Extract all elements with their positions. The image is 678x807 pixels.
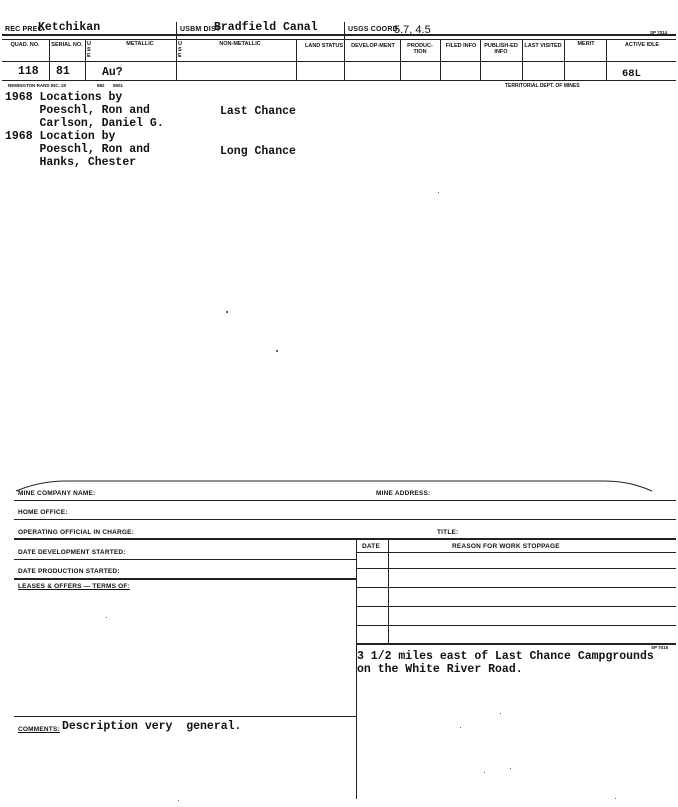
col-production: PRODUC-TION (407, 43, 433, 55)
location-2-line-1: 1968 Location by (5, 130, 116, 143)
rec-prec-label: REC PREC. (5, 26, 45, 33)
location-note-line-2: on the White River Road. (357, 663, 523, 676)
col-div (85, 39, 86, 80)
date-dev-started-label: DATE DEVELOPMENT STARTED: (18, 549, 126, 556)
title-label: TITLE: (437, 529, 459, 536)
col-non-metallic: NON-METALLIC (219, 41, 261, 47)
usbm-dist-value: Bradfield Canal (214, 21, 318, 34)
operating-official-label: OPERATING OFFICIAL IN CHARGE: (18, 529, 135, 536)
location-2-line-3: Hanks, Chester (5, 156, 137, 169)
grid-rule (356, 552, 676, 553)
col-metallic: METALLIC (126, 41, 154, 47)
row-serial: 81 (56, 65, 70, 78)
small-form-code: SP 7015 (651, 645, 669, 650)
header-divider-2 (344, 22, 345, 80)
leases-label: LEASES & OFFERS — TERMS OF: (18, 583, 130, 590)
grid-rule (356, 568, 676, 569)
header-top-rule (2, 34, 676, 36)
location-1-line-3: Carlson, Daniel G. (5, 117, 164, 130)
header-rule-2 (2, 39, 676, 40)
location-note-line-1: 3 1/2 miles east of Last Chance Campgrounds (357, 650, 654, 663)
speck (615, 798, 616, 799)
row-metallic: Au? (102, 66, 123, 79)
col-use-2: U S E (178, 41, 182, 59)
form-rule (14, 500, 676, 501)
home-office-label: HOME OFFICE: (18, 509, 68, 516)
row-active-idle: 68L (622, 68, 641, 80)
speck (438, 192, 439, 193)
comments-value: Description very general. (62, 720, 242, 733)
speck (226, 311, 228, 313)
form-rule (14, 519, 676, 520)
col-merit: MERIT (577, 41, 595, 47)
col-published-info: PUBLISH-ED INFO (484, 43, 518, 55)
form-rule (14, 538, 676, 540)
form-rule (14, 578, 356, 580)
location-1-claim: Last Chance (220, 105, 296, 118)
grid-rule (356, 643, 676, 645)
usgs-coord-value: 5.7, 4.5 (394, 24, 431, 36)
comments-label: COMMENTS: (18, 726, 60, 733)
date-column-header: DATE (362, 543, 381, 550)
speck (484, 772, 485, 773)
date-column-divider (388, 539, 389, 643)
form-rule (14, 559, 356, 560)
header-divider-1 (176, 22, 177, 80)
col-use-1: U S E (87, 41, 91, 59)
row-quad: 118 (18, 65, 39, 78)
col-div (564, 39, 565, 80)
mine-address-label: MINE ADDRESS: (376, 490, 431, 497)
grid-rule (356, 606, 676, 607)
grid-rule (356, 587, 676, 588)
col-div (522, 39, 523, 80)
col-div (606, 39, 607, 80)
usgs-coord-label: USGS COORD. (348, 26, 400, 33)
territorial-label: TERRITORIAL DEPT. OF MINES (505, 83, 580, 89)
col-filed-info: FILED INFO (445, 43, 477, 49)
col-div (440, 39, 441, 80)
location-2-line-2: Poeschl, Ron and (5, 143, 150, 156)
speck (178, 800, 179, 801)
rec-prec-value: Ketchikan (38, 21, 101, 34)
col-last-visited: LAST VISITED (524, 43, 562, 49)
speck (276, 350, 278, 352)
col-quad-no: QUAD. NO. (10, 42, 40, 48)
speck (500, 713, 501, 714)
col-div (296, 39, 297, 80)
col-div (49, 39, 50, 80)
col-div (400, 39, 401, 80)
col-serial-no: SERIAL NO. (51, 42, 83, 48)
speck (106, 617, 107, 618)
location-1-line-2: Poeschl, Ron and (5, 104, 150, 117)
col-land-status: LAND STATUS (305, 43, 343, 49)
speck (510, 768, 511, 769)
reason-column-header: REASON FOR WORK STOPPAGE (452, 543, 560, 550)
usbm-dist-label: USBM DIST (180, 26, 221, 33)
location-1-line-1: 1968 Locations by (5, 91, 123, 104)
header-rule-3 (2, 61, 676, 62)
printer-code-1: 882 (97, 83, 105, 88)
mine-company-name-label: MINE COMPANY NAME: (18, 490, 96, 497)
form-rule (14, 716, 356, 717)
col-div (480, 39, 481, 80)
col-development: DEVELOP-MENT (351, 43, 395, 49)
grid-rule (356, 625, 676, 626)
date-prod-started-label: DATE PRODUCTION STARTED: (18, 568, 120, 575)
printer-code-2: 5501 (113, 83, 124, 88)
header-rule-4 (2, 80, 676, 81)
printer-line: REMINGTON RAND INC. 20 (8, 83, 67, 88)
form-top-curve (0, 472, 678, 494)
col-active-idle: ACTIVE IDLE (624, 42, 660, 48)
location-2-claim: Long Chance (220, 145, 296, 158)
form-number: SP 7014 (650, 30, 668, 35)
speck (460, 727, 461, 728)
